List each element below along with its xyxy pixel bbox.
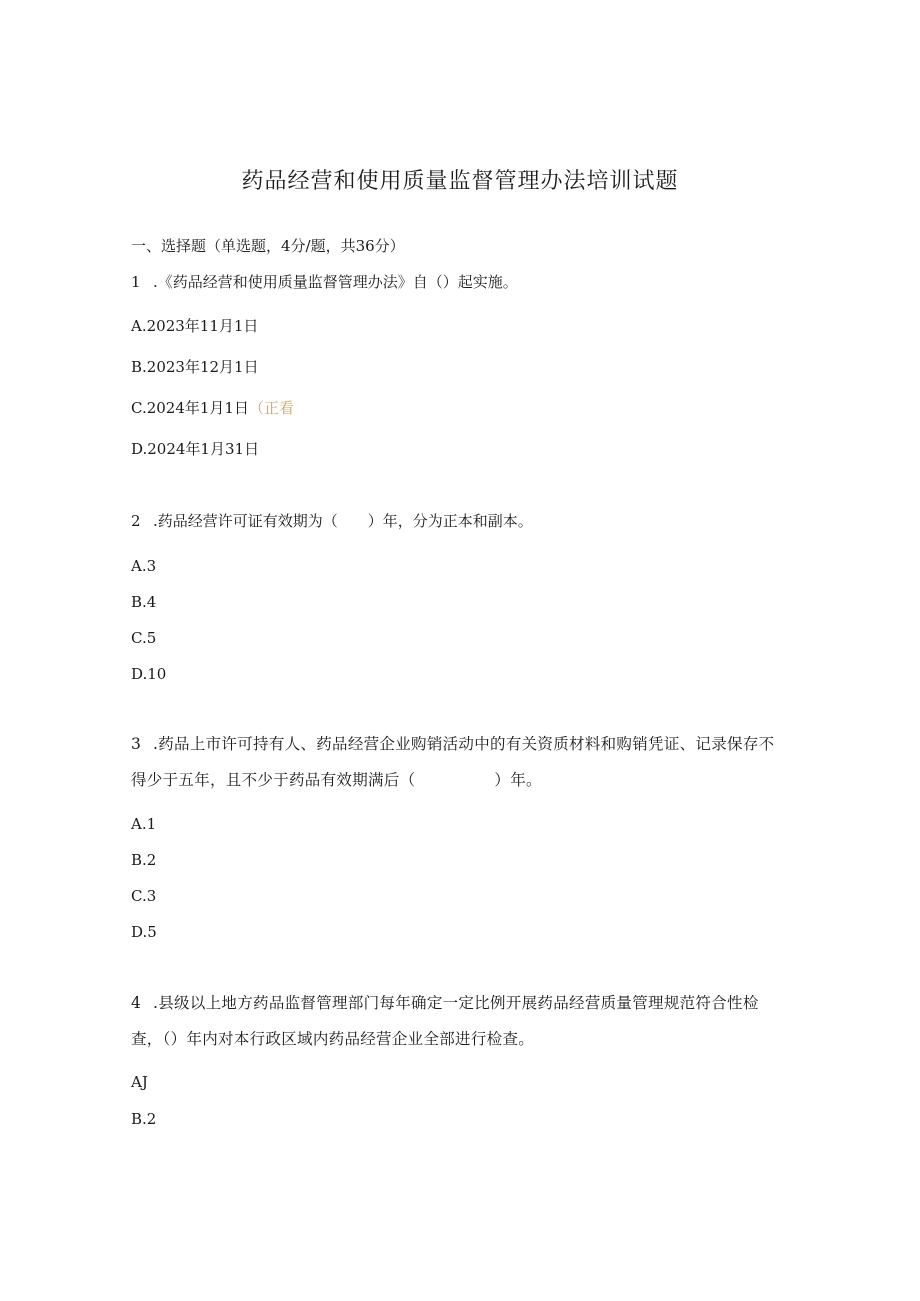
- question-number: 3: [131, 735, 142, 753]
- option-2b: B.4: [131, 593, 157, 611]
- question-text: .《药品经营和使用质量监督管理办法》自（）起实施。: [153, 273, 518, 291]
- option-2d: D.10: [131, 665, 167, 683]
- question-4: [131, 985, 781, 1057]
- answer-note: （正看: [248, 399, 294, 417]
- section-heading: 一、选择题（单选题，4分/题，共36分）: [131, 237, 405, 255]
- question-3: [131, 726, 781, 798]
- option-2c: C.5: [131, 629, 157, 647]
- question-text: .县级以上地方药品监督管理部门每年确定一定比例开展药品经营质量管理规范符合性检查，（）年内对本行政区域内药品经营企业全部进行检查。: [131, 994, 759, 1048]
- question-1: [131, 272, 518, 292]
- question-text: .药品经营许可证有效期为（ ）年，分为正本和副本。: [153, 512, 533, 530]
- option-4a: AJ: [131, 1073, 148, 1091]
- question-number: 1: [131, 273, 141, 291]
- document-title: 药品经营和使用质量监督管理办法培训试题: [241, 169, 679, 194]
- question-number: 2: [131, 512, 141, 530]
- option-label: C.2024年1月1日: [131, 399, 249, 417]
- option-1d: D.2024年1月31日: [131, 440, 260, 458]
- option-3c: C.3: [131, 887, 157, 905]
- option-1b: B.2023年12月1日: [131, 358, 259, 376]
- option-4b: B.2: [131, 1110, 157, 1128]
- option-1a: A.2023年11月1日: [131, 317, 259, 335]
- question-2: [131, 511, 533, 531]
- option-3b: B.2: [131, 851, 157, 869]
- option-2a: A.3: [131, 557, 157, 575]
- option-3a: A.1: [131, 815, 157, 833]
- question-text: .药品上市许可持有人、药品经营企业购销活动中的有关资质材料和购销凭证、记录保存不得少于五年，且不少于药品有效期满后（ ）年。: [131, 735, 775, 789]
- option-3d: D.5: [131, 923, 157, 941]
- question-number: 4: [131, 994, 142, 1012]
- option-1c: [131, 398, 294, 418]
